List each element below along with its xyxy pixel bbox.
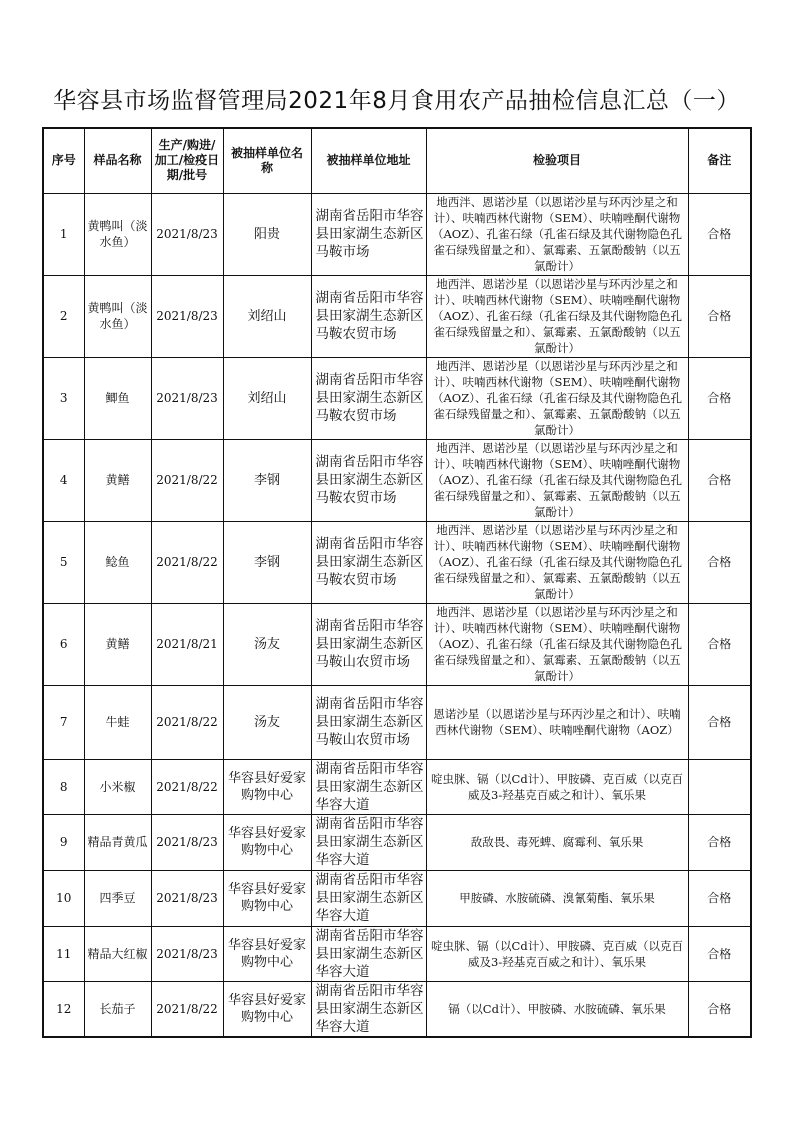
cell-items: 敌敌畏、毒死蜱、腐霉利、氧乐果 xyxy=(426,814,688,870)
cell-address: 湖南省岳阳市华容县田家湖生态新区华容大道 xyxy=(311,759,426,814)
cell-items: 地西泮、恩诺沙星（以恩诺沙星与环丙沙星之和计）、呋喃西林代谢物（SEM）、呋喃唑酮代谢物（AOZ）、孔雀石绿（孔雀石绿及其代谢物隐色孔雀石绿残留量之和）、氯霉素、五氯酚酸钠（以五氯酚计） xyxy=(426,193,688,275)
cell-no: 11 xyxy=(43,926,84,981)
cell-remark: 合格 xyxy=(688,870,751,926)
table-row xyxy=(43,521,751,603)
cell-remark xyxy=(688,759,751,814)
cell-address: 湖南省岳阳市华容县田家湖生态新区马鞍市场 xyxy=(311,193,426,275)
cell-items: 地西泮、恩诺沙星（以恩诺沙星与环丙沙星之和计）、呋喃西林代谢物（SEM）、呋喃唑酮代谢物（AOZ）、孔雀石绿（孔雀石绿及其代谢物隐色孔雀石绿残留量之和）、氯霉素、五氯酚酸钠（以五氯酚计） xyxy=(426,521,688,603)
table-row xyxy=(43,814,751,870)
cell-unit: 汤友 xyxy=(223,603,311,685)
cell-name: 小米椒 xyxy=(84,759,151,814)
cell-name: 牛蛙 xyxy=(84,685,151,759)
cell-unit: 华容县好爱家购物中心 xyxy=(223,759,311,814)
cell-remark: 合格 xyxy=(688,357,751,439)
cell-no: 9 xyxy=(43,814,84,870)
cell-unit: 汤友 xyxy=(223,685,311,759)
table-row xyxy=(43,193,751,275)
cell-address: 湖南省岳阳市华容县田家湖生态新区华容大道 xyxy=(311,981,426,1037)
cell-name: 四季豆 xyxy=(84,870,151,926)
cell-name: 黄鸭叫（淡水鱼） xyxy=(84,193,151,275)
header-address: 被抽样单位地址 xyxy=(311,128,426,193)
cell-no: 6 xyxy=(43,603,84,685)
cell-date: 2021/8/23 xyxy=(151,275,223,357)
cell-name: 精品大红椒 xyxy=(84,926,151,981)
table-row xyxy=(43,357,751,439)
cell-date: 2021/8/23 xyxy=(151,814,223,870)
cell-date: 2021/8/23 xyxy=(151,870,223,926)
header-date: 生产/购进/加工/检疫日期/批号 xyxy=(151,128,223,193)
cell-remark: 合格 xyxy=(688,275,751,357)
header-no: 序号 xyxy=(43,128,84,193)
cell-address: 湖南省岳阳市华容县田家湖生态新区马鞍农贸市场 xyxy=(311,521,426,603)
cell-remark: 合格 xyxy=(688,926,751,981)
cell-unit: 刘绍山 xyxy=(223,357,311,439)
cell-name: 鲶鱼 xyxy=(84,521,151,603)
cell-address: 湖南省岳阳市华容县田家湖生态新区华容大道 xyxy=(311,870,426,926)
cell-remark: 合格 xyxy=(688,685,751,759)
cell-unit: 阳贵 xyxy=(223,193,311,275)
cell-name: 长茄子 xyxy=(84,981,151,1037)
header-row xyxy=(43,128,751,193)
cell-unit: 李钢 xyxy=(223,439,311,521)
header-items: 检验项目 xyxy=(426,128,688,193)
cell-address: 湖南省岳阳市华容县田家湖生态新区马鞍山农贸市场 xyxy=(311,603,426,685)
cell-items: 地西泮、恩诺沙星（以恩诺沙星与环丙沙星之和计）、呋喃西林代谢物（SEM）、呋喃唑酮代谢物（AOZ）、孔雀石绿（孔雀石绿及其代谢物隐色孔雀石绿残留量之和）、氯霉素、五氯酚酸钠（以五氯酚计） xyxy=(426,275,688,357)
cell-no: 12 xyxy=(43,981,84,1037)
cell-date: 2021/8/22 xyxy=(151,759,223,814)
cell-unit: 华容县好爱家购物中心 xyxy=(223,926,311,981)
cell-items: 镉（以Cd计）、甲胺磷、水胺硫磷、氧乐果 xyxy=(426,981,688,1037)
cell-no: 5 xyxy=(43,521,84,603)
cell-name: 鲫鱼 xyxy=(84,357,151,439)
cell-no: 2 xyxy=(43,275,84,357)
cell-address: 湖南省岳阳市华容县田家湖生态新区马鞍农贸市场 xyxy=(311,439,426,521)
cell-no: 3 xyxy=(43,357,84,439)
table-row xyxy=(43,870,751,926)
table-row xyxy=(43,981,751,1037)
cell-date: 2021/8/23 xyxy=(151,357,223,439)
cell-address: 湖南省岳阳市华容县田家湖生态新区马鞍农贸市场 xyxy=(311,357,426,439)
cell-unit: 华容县好爱家购物中心 xyxy=(223,981,311,1037)
table-row xyxy=(43,685,751,759)
cell-name: 黄鳝 xyxy=(84,439,151,521)
header-name: 样品名称 xyxy=(84,128,151,193)
table-row xyxy=(43,439,751,521)
cell-unit: 华容县好爱家购物中心 xyxy=(223,814,311,870)
cell-remark: 合格 xyxy=(688,521,751,603)
inspection-table xyxy=(42,127,752,1038)
table-row xyxy=(43,926,751,981)
cell-date: 2021/8/22 xyxy=(151,439,223,521)
cell-no: 7 xyxy=(43,685,84,759)
cell-date: 2021/8/22 xyxy=(151,521,223,603)
cell-items: 地西泮、恩诺沙星（以恩诺沙星与环丙沙星之和计）、呋喃西林代谢物（SEM）、呋喃唑酮代谢物（AOZ）、孔雀石绿（孔雀石绿及其代谢物隐色孔雀石绿残留量之和）、氯霉素、五氯酚酸钠（以五氯酚计） xyxy=(426,603,688,685)
cell-remark: 合格 xyxy=(688,814,751,870)
cell-items: 恩诺沙星（以恩诺沙星与环丙沙星之和计）、呋喃西林代谢物（SEM）、呋喃唑酮代谢物（AOZ） xyxy=(426,685,688,759)
cell-address: 湖南省岳阳市华容县田家湖生态新区华容大道 xyxy=(311,814,426,870)
table-row xyxy=(43,759,751,814)
cell-date: 2021/8/22 xyxy=(151,685,223,759)
cell-date: 2021/8/23 xyxy=(151,193,223,275)
cell-address: 湖南省岳阳市华容县田家湖生态新区华容大道 xyxy=(311,926,426,981)
cell-remark: 合格 xyxy=(688,981,751,1037)
cell-no: 8 xyxy=(43,759,84,814)
cell-unit: 刘绍山 xyxy=(223,275,311,357)
cell-items: 啶虫脒、镉（以Cd计）、甲胺磷、克百威（以克百威及3-羟基克百威之和计）、氧乐果 xyxy=(426,926,688,981)
cell-address: 湖南省岳阳市华容县田家湖生态新区马鞍农贸市场 xyxy=(311,275,426,357)
page-title: 华容县市场监督管理局2021年8月食用农产品抽检信息汇总（一） xyxy=(53,88,740,114)
cell-items: 地西泮、恩诺沙星（以恩诺沙星与环丙沙星之和计）、呋喃西林代谢物（SEM）、呋喃唑酮代谢物（AOZ）、孔雀石绿（孔雀石绿及其代谢物隐色孔雀石绿残留量之和）、氯霉素、五氯酚酸钠（以五氯酚计） xyxy=(426,357,688,439)
cell-remark: 合格 xyxy=(688,193,751,275)
cell-remark: 合格 xyxy=(688,603,751,685)
cell-no: 4 xyxy=(43,439,84,521)
header-remark: 备注 xyxy=(688,128,751,193)
cell-name: 黄鸭叫（淡水鱼） xyxy=(84,275,151,357)
cell-date: 2021/8/23 xyxy=(151,926,223,981)
cell-date: 2021/8/21 xyxy=(151,603,223,685)
cell-date: 2021/8/22 xyxy=(151,981,223,1037)
cell-no: 1 xyxy=(43,193,84,275)
cell-items: 啶虫脒、镉（以Cd计）、甲胺磷、克百威（以克百威及3-羟基克百威之和计）、氧乐果 xyxy=(426,759,688,814)
cell-unit: 李钢 xyxy=(223,521,311,603)
cell-unit: 华容县好爱家购物中心 xyxy=(223,870,311,926)
header-unit: 被抽样单位名称 xyxy=(223,128,311,193)
cell-address: 湖南省岳阳市华容县田家湖生态新区马鞍山农贸市场 xyxy=(311,685,426,759)
table-row xyxy=(43,603,751,685)
cell-items: 甲胺磷、水胺硫磷、溴氰菊酯、氧乐果 xyxy=(426,870,688,926)
cell-name: 黄鳝 xyxy=(84,603,151,685)
cell-remark: 合格 xyxy=(688,439,751,521)
cell-no: 10 xyxy=(43,870,84,926)
table-row xyxy=(43,275,751,357)
cell-items: 地西泮、恩诺沙星（以恩诺沙星与环丙沙星之和计）、呋喃西林代谢物（SEM）、呋喃唑酮代谢物（AOZ）、孔雀石绿（孔雀石绿及其代谢物隐色孔雀石绿残留量之和）、氯霉素、五氯酚酸钠（以五氯酚计） xyxy=(426,439,688,521)
cell-name: 精品青黄瓜 xyxy=(84,814,151,870)
